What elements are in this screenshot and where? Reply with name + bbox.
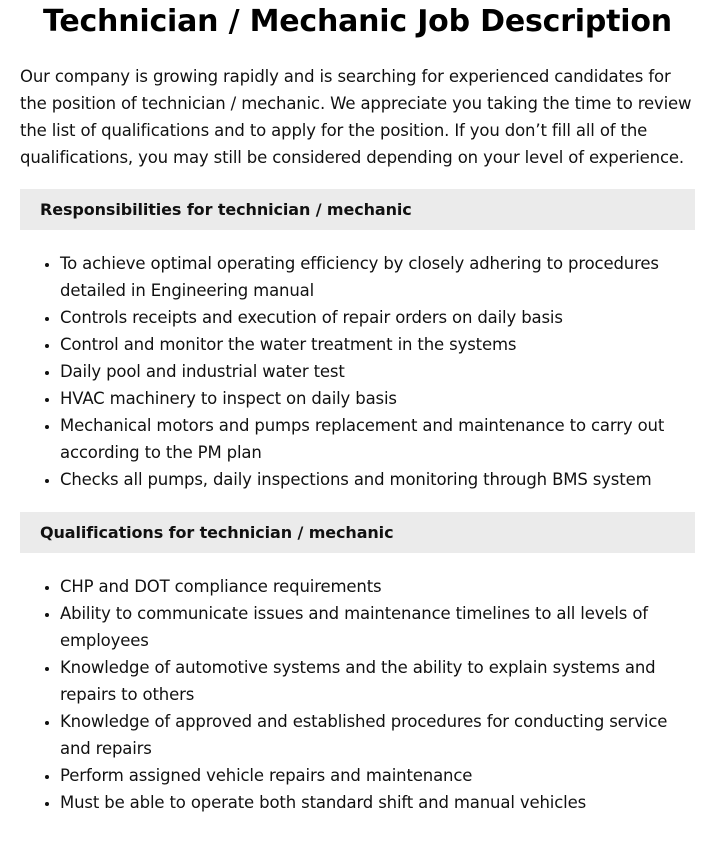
list-item: • HVAC machinery to inspect on daily basis	[60, 385, 695, 412]
qualifications-heading: Qualifications for technician / mechanic	[40, 523, 394, 542]
list-item: • Control and monitor the water treatment in the systems	[60, 331, 695, 358]
list-item: • Knowledge of automotive systems and the ability to explain systems and repairs to others	[60, 654, 695, 708]
list-item: • Controls receipts and execution of repair orders on daily basis	[60, 304, 695, 331]
list-item: • Checks all pumps, daily inspections and monitoring through BMS system	[60, 466, 695, 493]
list-item: • Mechanical motors and pumps replacement and maintenance to carry out according to the PM plan	[60, 412, 695, 466]
list-item: • Daily pool and industrial water test	[60, 358, 695, 385]
list-item: • Must be able to operate both standard shift and manual vehicles	[60, 789, 695, 816]
responsibilities-heading: Responsibilities for technician / mechanic	[40, 200, 412, 219]
list-item: • Perform assigned vehicle repairs and maintenance	[60, 762, 695, 789]
qualifications-list	[20, 573, 695, 816]
intro-paragraph: Our company is growing rapidly and is searching for experienced candidates for the position of technician / mechanic. We appreciate you taking the time to review the list of qualifications and to apply for the position. If you don’t fill all of the qualifications, you may still be considered depending on your level of experience.	[20, 67, 692, 167]
page-title: Technician / Mechanic Job Description	[43, 4, 672, 39]
responsibilities-section	[20, 189, 695, 493]
responsibilities-header	[20, 189, 695, 230]
list-item: • CHP and DOT compliance requirements	[60, 573, 695, 600]
list-item: • Ability to communicate issues and maintenance timelines to all levels of employees	[60, 600, 695, 654]
qualifications-header	[20, 512, 695, 553]
list-item: • To achieve optimal operating efficiency by closely adhering to procedures detailed in Engineering manual	[60, 250, 695, 304]
list-item: • Knowledge of approved and established procedures for conducting service and repairs	[60, 708, 695, 762]
responsibilities-list	[20, 250, 695, 493]
qualifications-section	[20, 512, 695, 816]
